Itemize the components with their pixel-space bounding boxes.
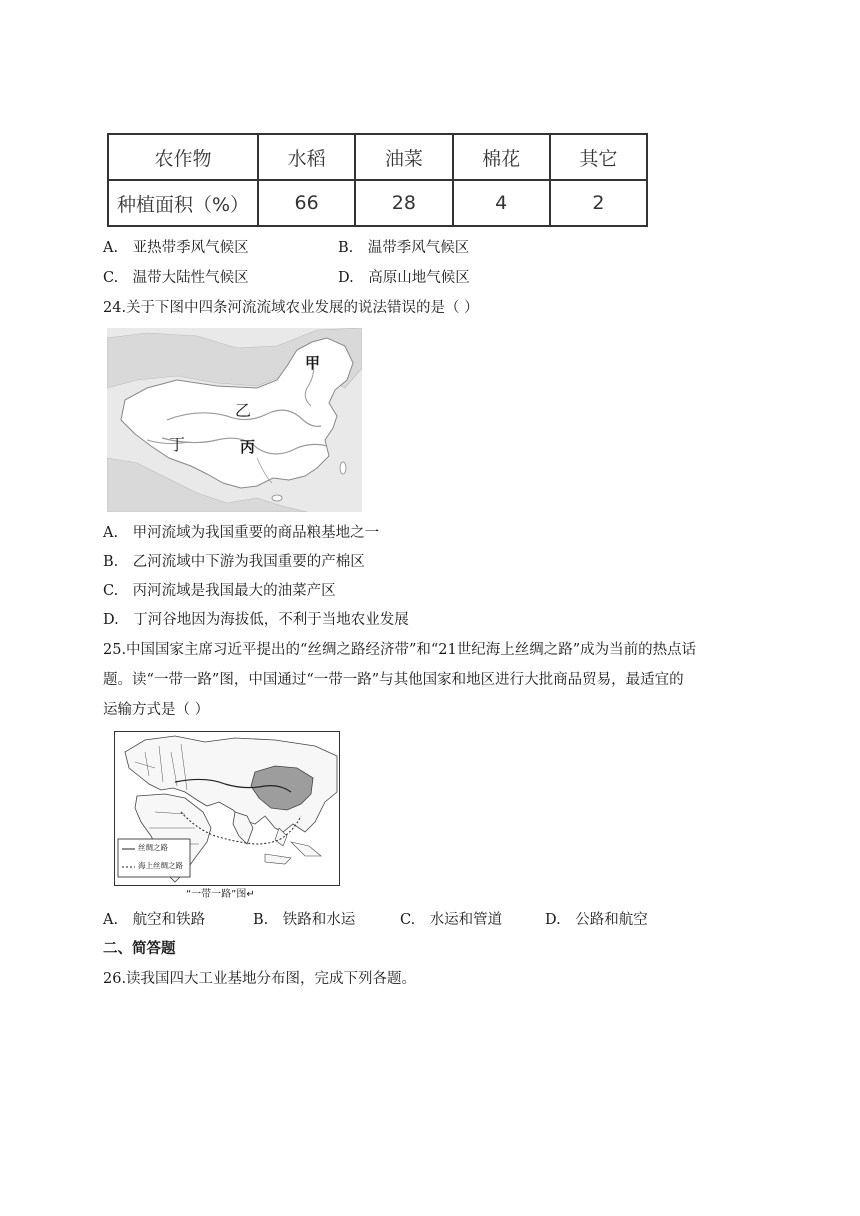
- q23-option-c[interactable]: C. 温带大陆性气候区: [103, 270, 249, 286]
- map-label-yi: 乙: [235, 401, 252, 420]
- map-label-ding: 丁: [169, 435, 186, 454]
- table-header-cell: 农作物: [108, 134, 258, 180]
- q25-stem-line-2: 题。读“一带一路”图，中国通过“一带一路”与其他国家和地区进行大批商品贸易，最适宜的: [103, 672, 684, 688]
- q26-stem: 26.读我国四大工业基地分布图，完成下列各题。: [103, 971, 417, 987]
- map-label-bing: 丙: [240, 438, 256, 456]
- table-row-label: 种植面积（%）: [108, 180, 258, 226]
- q24-option-d[interactable]: D. 丁河谷地因为海拔低，不利于当地农业发展: [103, 612, 409, 628]
- q23-option-d[interactable]: D. 高原山地气候区: [338, 270, 470, 286]
- q25-stem-line-1: 25.中国国家主席习近平提出的“丝绸之路经济带”和“21世纪海上丝绸之路”成为当前的热点话: [103, 642, 697, 658]
- q24-option-b[interactable]: B. 乙河流域中下游为我国重要的产棉区: [103, 554, 365, 570]
- q25-option-d[interactable]: D. 公路和航空: [545, 912, 648, 928]
- table-row: [108, 180, 647, 226]
- q24-option-c[interactable]: C. 丙河流域是我国最大的油菜产区: [103, 583, 336, 599]
- china-rivers-map: [107, 328, 362, 512]
- legend-land-route: 丝绸之路: [138, 843, 168, 852]
- crop-area-table: [107, 133, 648, 227]
- q25-stem-line-3: 运输方式是（ ）: [103, 702, 210, 718]
- q23-option-a[interactable]: A. 亚热带季风气候区: [103, 240, 249, 256]
- table-cell: 2: [550, 180, 647, 226]
- belt-road-map: [114, 731, 340, 886]
- belt-road-map-caption: “一带一路”图↵: [186, 889, 255, 900]
- section-title: 二、简答题: [103, 941, 176, 957]
- table-cell: 66: [258, 180, 355, 226]
- table-header-cell: 水稻: [258, 134, 355, 180]
- q23-option-b[interactable]: B. 温带季风气候区: [338, 240, 470, 256]
- legend-sea-route: 海上丝绸之路: [138, 861, 183, 870]
- q25-option-c[interactable]: C. 水运和管道: [400, 912, 503, 928]
- map-label-jia: 甲: [305, 354, 321, 372]
- table-cell: 4: [453, 180, 550, 226]
- q25-option-a[interactable]: A. 航空和铁路: [103, 912, 206, 928]
- q24-option-a[interactable]: A. 甲河流域为我国重要的商品粮基地之一: [103, 525, 380, 541]
- table-header-cell: 油菜: [355, 134, 452, 180]
- table-header-cell: 其它: [550, 134, 647, 180]
- q25-option-b[interactable]: B. 铁路和水运: [253, 912, 356, 928]
- table-header-cell: 棉花: [453, 134, 550, 180]
- table-cell: 28: [355, 180, 452, 226]
- q24-stem: 24.关于下图中四条河流流域农业发展的说法错误的是（ ）: [103, 300, 479, 316]
- table-header-row: [108, 134, 647, 180]
